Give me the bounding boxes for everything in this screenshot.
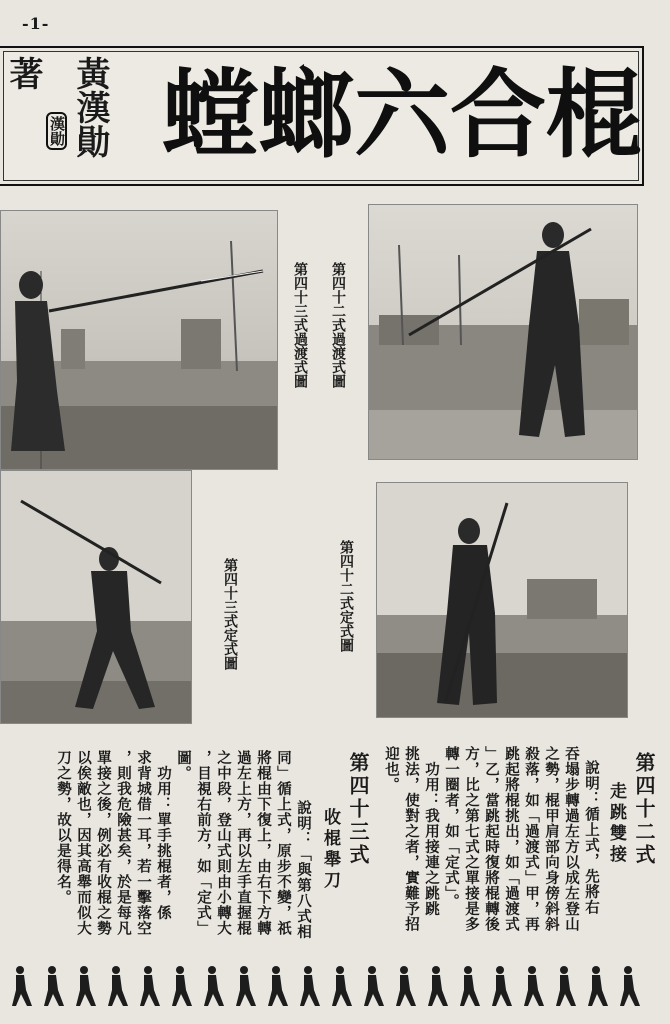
section-42-col-9: 挑法，使對之者，實難予招	[403, 746, 420, 932]
section-42-col-3: 殺落，如「過渡式」甲，再	[523, 746, 540, 932]
section-42-col-8: 功用：我用接連之跳跳	[423, 746, 440, 917]
figure-strip-drawing	[6, 964, 662, 1008]
section-42-heading: 第四十二式	[632, 752, 656, 867]
author-block	[4, 56, 109, 178]
section-43-col-5: ，目視右前方，如「定式」	[195, 750, 212, 936]
caption-fig43-transition: 第四十三式過渡式圖	[292, 262, 308, 388]
section-42-col-7: 轉一圈者，如「定式」。	[443, 746, 460, 910]
section-43-col-9: ，則我危險甚矣，於是每凡	[115, 750, 132, 936]
section-42-col-2: 之勢，棍甲肩部向身傍斜斜	[543, 746, 560, 932]
section-42-col-0: 說明：循上式，先將右	[583, 760, 600, 915]
page-number: -1-	[22, 14, 50, 33]
author-name: 黃漢勛	[70, 56, 110, 158]
section-43-col-12: 刀之勢，故以是得名。	[55, 750, 72, 905]
section-43-col-6: 圖。	[175, 750, 192, 781]
page-title-text: 螳螂六合棍	[162, 58, 642, 171]
photo-fig42-fixed	[376, 482, 628, 718]
section-43-heading: 第四十三式	[346, 752, 370, 867]
author-suffix: 著	[3, 56, 43, 90]
section-43-col-0: 說明：「與第八式相	[295, 800, 312, 940]
section-42-col-4: 跳起將棍挑出，如「過渡式	[503, 746, 520, 932]
section-43-col-11: 以俟敵也，因其高舉而似大	[75, 750, 92, 936]
section-43-col-1: 同」循上式，原步不變，祇	[275, 750, 292, 936]
figure-strip	[6, 964, 662, 1008]
section-42-col-5: 」乙，當跳起時復將棍轉後	[483, 746, 500, 932]
section-43-col-2: 將棍由下復上，由右下方轉	[255, 750, 272, 936]
photo-fig42-transition	[368, 204, 638, 460]
caption-fig42-fixed: 第四十二式定式圖	[338, 540, 354, 652]
section-42-col-1: 吞塌步轉過左方以成左登山	[563, 746, 580, 932]
photo-fig43-transition	[0, 210, 278, 470]
page-title	[162, 60, 642, 170]
section-42-name: 走跳雙接	[606, 782, 626, 866]
author-seal: 漢勛	[46, 112, 67, 150]
caption-fig43-fixed: 第四十三式定式圖	[222, 558, 238, 670]
section-43-col-3: 過左上方，再以左手直握棍	[235, 750, 252, 936]
section-43-col-8: 求背城借一耳，若一擊落空	[135, 750, 152, 936]
section-43-col-4: 之中段，登山式則由小轉大	[215, 750, 232, 936]
photo-fig43-fixed	[0, 470, 192, 724]
section-43-col-10: 單接之後，例必有收棍之勢	[95, 750, 112, 936]
section-42-col-6: 方，比之第七式之單接是多	[463, 746, 480, 932]
caption-fig42-transition: 第四十二式過渡式圖	[330, 262, 346, 388]
section-43-col-7: 功用：單手挑棍者，係	[155, 750, 172, 921]
section-42-col-10: 迎也。	[383, 746, 400, 793]
section-43-name: 收棍舉刀	[320, 808, 340, 892]
